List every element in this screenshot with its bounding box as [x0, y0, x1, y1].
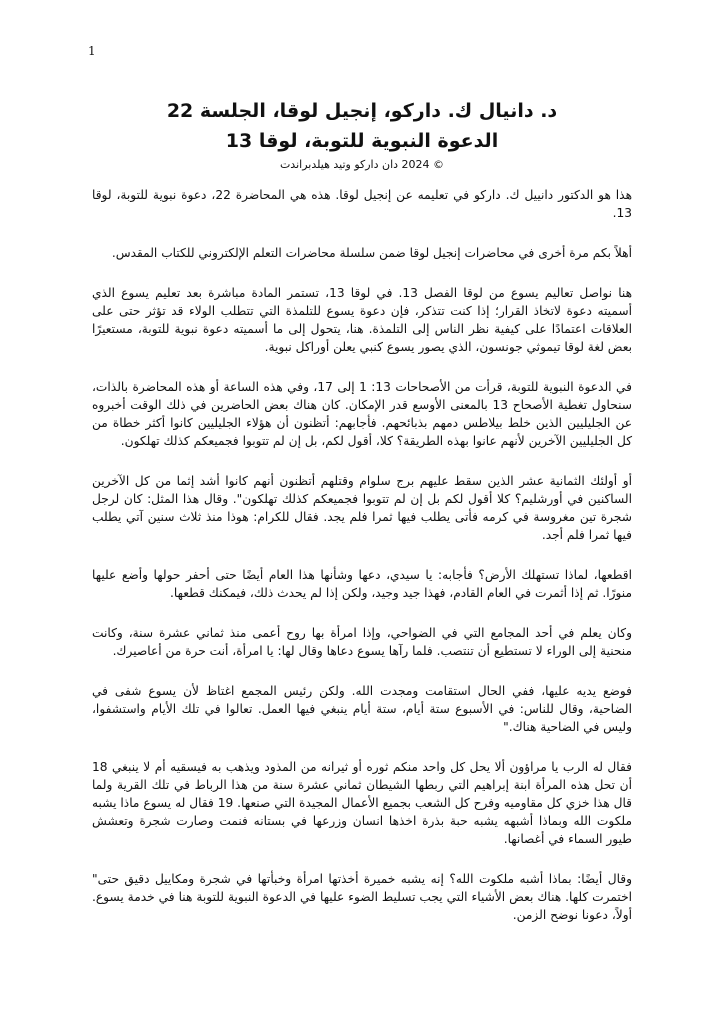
paragraph: فوضع يديه عليها، ففي الحال استقامت ومجدت الله. ولكن رئيس المجمع اغتاظ لأن يسوع شفى في الضاحية، وقال للناس: في الأسبوع ستة أيام، ستة أيام ينبغي فيها العمل. تعالوا في تلك الأيام واستشفوا، وليس في الضاحية هناك."	[92, 684, 632, 734]
document-body	[92, 186, 632, 946]
paragraph: هنا نواصل تعاليم يسوع من لوقا الفصل 13. في لوقا 13، تستمر المادة مباشرة بعد تعليم يسوع الذي أسميته دعوة لاتخاذ القرار؛ إذا كنت تتذكر، فإن دعوة يسوع للتلمذة التي تتطلب الولاء قد تؤثر حتى على العلاقات اعتمادًا على كيفية نظر الناس إلى التلمذة. هنا، يتحول إلى ما أسميته دعوة نبوية للتوبة، مستعيرًا بعض لغة لوقا تيموثي جونسون، الذي يصور يسوع كنبي يعلن أوراكل نبوية.	[92, 286, 633, 354]
document-header	[80, 96, 644, 171]
title-line-1: د. دانيال ك. داركو، إنجيل لوقا، الجلسة 22	[166, 100, 558, 122]
title-line-2: الدعوة النبوية للتوبة، لوقا 13	[225, 130, 499, 152]
paragraph: فقال له الرب يا مراؤون ألا يحل كل واحد منكم ثوره أو ثيرانه من المذود ويذهب به فيسقيه أم لا ينبغي 18 أن تحل هذه المرأة ابنة إبراهيم التي ربطها الشيطان ثماني عشرة سنة من هذا الرباط في تلك القرية ولما قال هذا خزي كل مقاوميه وفرح كل الشعب بجميع الأعمال المجيدة التي صنعها. 19 فقال له يسوع ماذا يشبه ملكوت الله وبماذا أشبهه يشبه حبة بذرة اخذها انسان وزرعها في بستانه فنمت وصارت شجرة وتعشش طيور السماء في أغصانها.	[92, 760, 632, 846]
paragraph: اقطعها، لماذا تستهلك الأرض؟ فأجابه: يا سيدي، دعها وشأنها هذا العام أيضًا حتى أحفر حولها وأضع عليها منورًا. ثم إذا أثمرت في العام القادم، فهذا جيد وجيد، ولكن إذا لم يحدث ذلك، فيمكنك قطعها.	[92, 568, 632, 600]
copyright-line: © 2024 دان داركو وتيد هيلدبراندت	[279, 158, 445, 171]
paragraph: أهلاً بكم مرة أخرى في محاضرات إنجيل لوقا ضمن سلسلة محاضرات التعلم الإلكتروني للكتاب المقدس.	[111, 246, 632, 260]
paragraph: وقال أيضًا: بماذا أشبه ملكوت الله؟ إنه يشبه خميرة أخذتها امرأة وخبأتها في شجرة ومكاييل دقيق حتى" اختمرت كلها. هناك بعض الأشياء التي يجب تسليط الضوء عليها في الدعوة النبوية للتوبة هنا في خدمة يسوع. أولاً، دعونا نوضح الزمن.	[92, 872, 632, 922]
paragraph: هذا هو الدكتور دانييل ك. داركو في تعليمه عن إنجيل لوقا. هذه هي المحاضرة 22، دعوة نبوية للتوبة، لوقا 13.	[92, 188, 633, 220]
paragraph: في الدعوة النبوية للتوبة، قرأت من الأصحاحات 13: 1 إلى 17، وفي هذه الساعة أو هذه المحاضرة بالذات، سنحاول تغطية الأصحاح 13 بالمعنى الأوسع قدر الإمكان. كان هناك بعض الحاضرين في ذلك الوقت أخبروه عن الجليليين الذين خلط بيلاطس دمهم بذبائحهم. فأجابهم: أتظنون أن هؤلاء الجليليين كانوا أكثر خطاة من كل الجليليين الآخرين لأنهم عانوا بهذه الطريقة؟ كلا، أقول لكم، بل إن لم تتوبوا فجميعكم كذلك تهلكون.	[92, 380, 632, 448]
paragraph: أو أولئك الثمانية عشر الذين سقط عليهم برج سلوام وقتلهم أتظنون أنهم كانوا أشد إثما من كل الآخرين الساكنين في أورشليم؟ كلا أقول لكم بل إن لم تتوبوا فجميعكم كذلك تهلكون". وقال هذا المثل: كان لرجل شجرة تين مغروسة في كرمه فأتى يطلب فيها ثمرا فلم يجد. فقال للكرام: هوذا منذ ثلاث سنين آتي يطلب فيها ثمرا فلم أجد.	[92, 474, 632, 542]
paragraph: وكان يعلم في أحد المجامع التي في الضواحي، وإذا امرأة بها روح أعمى منذ ثماني عشرة سنة، وكانت منحنية إلى الوراء لا تستطيع أن تنتصب. فلما رآها يسوع دعاها وقال لها: يا امرأة، أنت حرة من أعاصيرك.	[92, 626, 632, 658]
page-number: 1	[88, 44, 96, 58]
